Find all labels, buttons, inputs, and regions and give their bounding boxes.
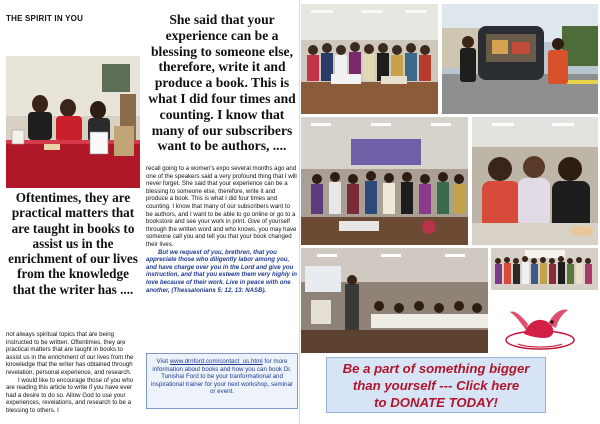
group-gathering-photo	[301, 4, 438, 114]
book-table-photo	[6, 56, 140, 188]
contact-link[interactable]: www.drnford.com/contact_us.html	[169, 358, 263, 365]
donate-line-3: to DONATE TODAY!	[374, 394, 498, 410]
women-smiling-photo	[472, 117, 598, 245]
donate-link[interactable]	[326, 357, 546, 413]
pull-quote-left: Oftentimes, they are practical matters that are taught in books to assist us in the enrichment of our lives from the knowledge that the writer has ....	[8, 190, 138, 297]
article-paragraph: I would like to encourage those of you who are reading this article to write if you have ever had a desire to do so. Allow God to use your experiences, revelations, and research to be a blessing to others. I	[6, 376, 134, 414]
contact-info-box	[146, 353, 298, 409]
newsletter-masthead: THE SPIRIT IN YOU	[6, 14, 84, 23]
donate-line-2: than yourself --- Click here	[352, 377, 520, 393]
article-paragraph: recall going to a women's expo several months ago and one of the speakers said a very profound thing that I will never forget. She said that your experience can be a blessing to someone else, therefore, write it and produce a book. This is what I did four times and counting. I know that many of our subscribers want to be authors, and I want to be able to go online or go to a bookstore and see your work in print. Give of yourself through the written word and who knows, you may have someone call you and tell you that your book changed their lives.	[146, 165, 297, 248]
donate-line-1: Be a part of something bigger	[342, 360, 530, 376]
car-donation-photo	[442, 4, 598, 114]
article-column-left	[6, 331, 140, 415]
group-banner-photo	[491, 248, 598, 290]
scripture-quote: But we request of you, brethren, that you appreciate those who diligently labor among you, and have charge over you in the Lord and give you instruction, and that you esteem them very highly in love because of their work. Live in peace with one another, (Thessalonians 5: 12, 13: NASB).	[146, 248, 298, 294]
bird-logo	[498, 294, 582, 354]
contact-prefix: Visit	[156, 358, 170, 365]
seminar-room-photo	[301, 248, 488, 353]
article-column-right	[146, 165, 298, 294]
article-paragraph: not always spiritual topics that are being instructed to be written. Oftentimes, they are practical matters that are taught in books to assist us in the enrichment of our lives from the knowledge that the writer has obtained through revelation, personal experience, and research.	[6, 331, 134, 376]
pull-quote-right: She said that your experience can be a blessing to someone else, therefore, write it and produce a book. This is what I did four times and counting. I know that many of our subscribers want to be authors, ....	[148, 12, 296, 154]
worship-service-photo	[301, 117, 468, 245]
contact-description: for more information about books and how you can book Dr. Tunishai Ford to be your tranformational and inspirational trainer for your next workshop, seminar or event.	[150, 358, 294, 396]
